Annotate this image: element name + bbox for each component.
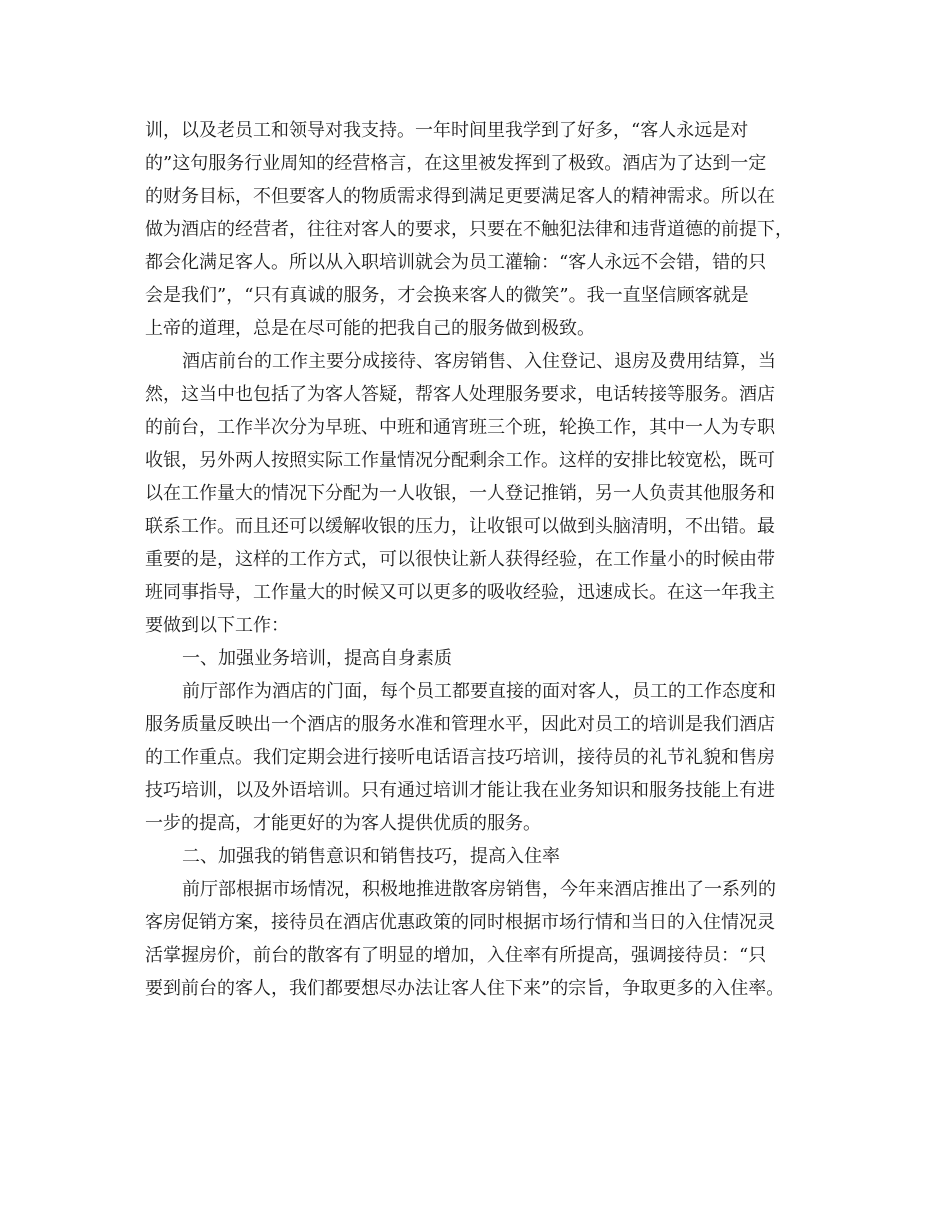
text-line: 班同事指导，工作量大的时候又可以更多的吸收经验，迅速成长。在这一年我主 <box>145 582 775 603</box>
text-line: 然，这当中也包括了为客人答疑，帮客人处理服务要求，电话转接等服务。酒店 <box>145 384 775 405</box>
text-line: 重要的是，这样的工作方式，可以很快让新人获得经验，在工作量小的时候由带 <box>145 549 775 570</box>
paragraph-start-line: 前厅部根据市场情况，积极地推进散客房销售，今年来酒店推出了一系列的 <box>182 879 776 900</box>
text-line: 的财务目标，不但要客人的物质需求得到满足更要满足客人的精神需求。所以在 <box>145 186 775 207</box>
document-body <box>145 114 810 1005</box>
text-line: 以在工作量大的情况下分配为一人收银，一人登记推销，另一人负责其他服务和 <box>145 483 775 504</box>
text-line: 客房促销方案，接待员在酒店优惠政策的同时根据市场行情和当日的入住情况灵 <box>145 912 775 933</box>
text-line: 要到前台的客人，我们都要想尽办法让客人住下来”的宗旨，争取更多的入住率。 <box>145 978 785 999</box>
text-line: 会是我们”，“只有真诚的服务，才会换来客人的微笑”。我一直坚信顾客就是 <box>145 285 749 306</box>
text-line: 收银，另外两人按照实际工作量情况分配剩余工作。这样的安排比较宽松，既可 <box>145 450 775 471</box>
text-line: 活掌握房价，前台的散客有了明显的增加，入住率有所提高，强调接待员：“只 <box>145 945 767 966</box>
paragraph-start-line: 酒店前台的工作主要分成接待、客房销售、入住登记、退房及费用结算，当 <box>182 351 776 372</box>
text-line: 要做到以下工作： <box>145 615 289 636</box>
text-line: 联系工作。而且还可以缓解收银的压力，让收银可以做到头脑清明，不出错。最 <box>145 516 775 537</box>
section-heading: 二、加强我的销售意识和销售技巧，提高入住率 <box>182 846 560 867</box>
text-line: 的前台，工作半次分为早班、中班和通宵班三个班，轮换工作，其中一人为专职 <box>145 417 775 438</box>
text-line: 都会化满足客人。所以从入职培训就会为员工灌输：“客人永远不会错，错的只 <box>145 252 767 273</box>
text-line: 做为酒店的经营者，往往对客人的要求，只要在不触犯法律和违背道德的前提下， <box>145 219 793 240</box>
text-line: 上帝的道理，总是在尽可能的把我自己的服务做到极致。 <box>145 318 595 339</box>
paragraph-start-line: 前厅部作为酒店的门面，每个员工都要直接的面对客人，员工的工作态度和 <box>182 681 776 702</box>
text-line: 的”这句服务行业周知的经营格言，在这里被发挥到了极致。酒店为了达到一定 <box>145 153 767 174</box>
text-line: 的工作重点。我们定期会进行接听电话语言技巧培训，接待员的礼节礼貌和售房 <box>145 747 775 768</box>
text-line: 训，以及老员工和领导对我支持。一年时间里我学到了好多，“客人永远是对 <box>145 120 749 141</box>
text-line: 技巧培训，以及外语培训。只有通过培训才能让我在业务知识和服务技能上有进 <box>145 780 775 801</box>
section-heading: 一、加强业务培训，提高自身素质 <box>182 648 452 669</box>
text-line: 服务质量反映出一个酒店的服务水准和管理水平，因此对员工的培训是我们酒店 <box>145 714 775 735</box>
text-line: 一步的提高，才能更好的为客人提供优质的服务。 <box>145 813 541 834</box>
